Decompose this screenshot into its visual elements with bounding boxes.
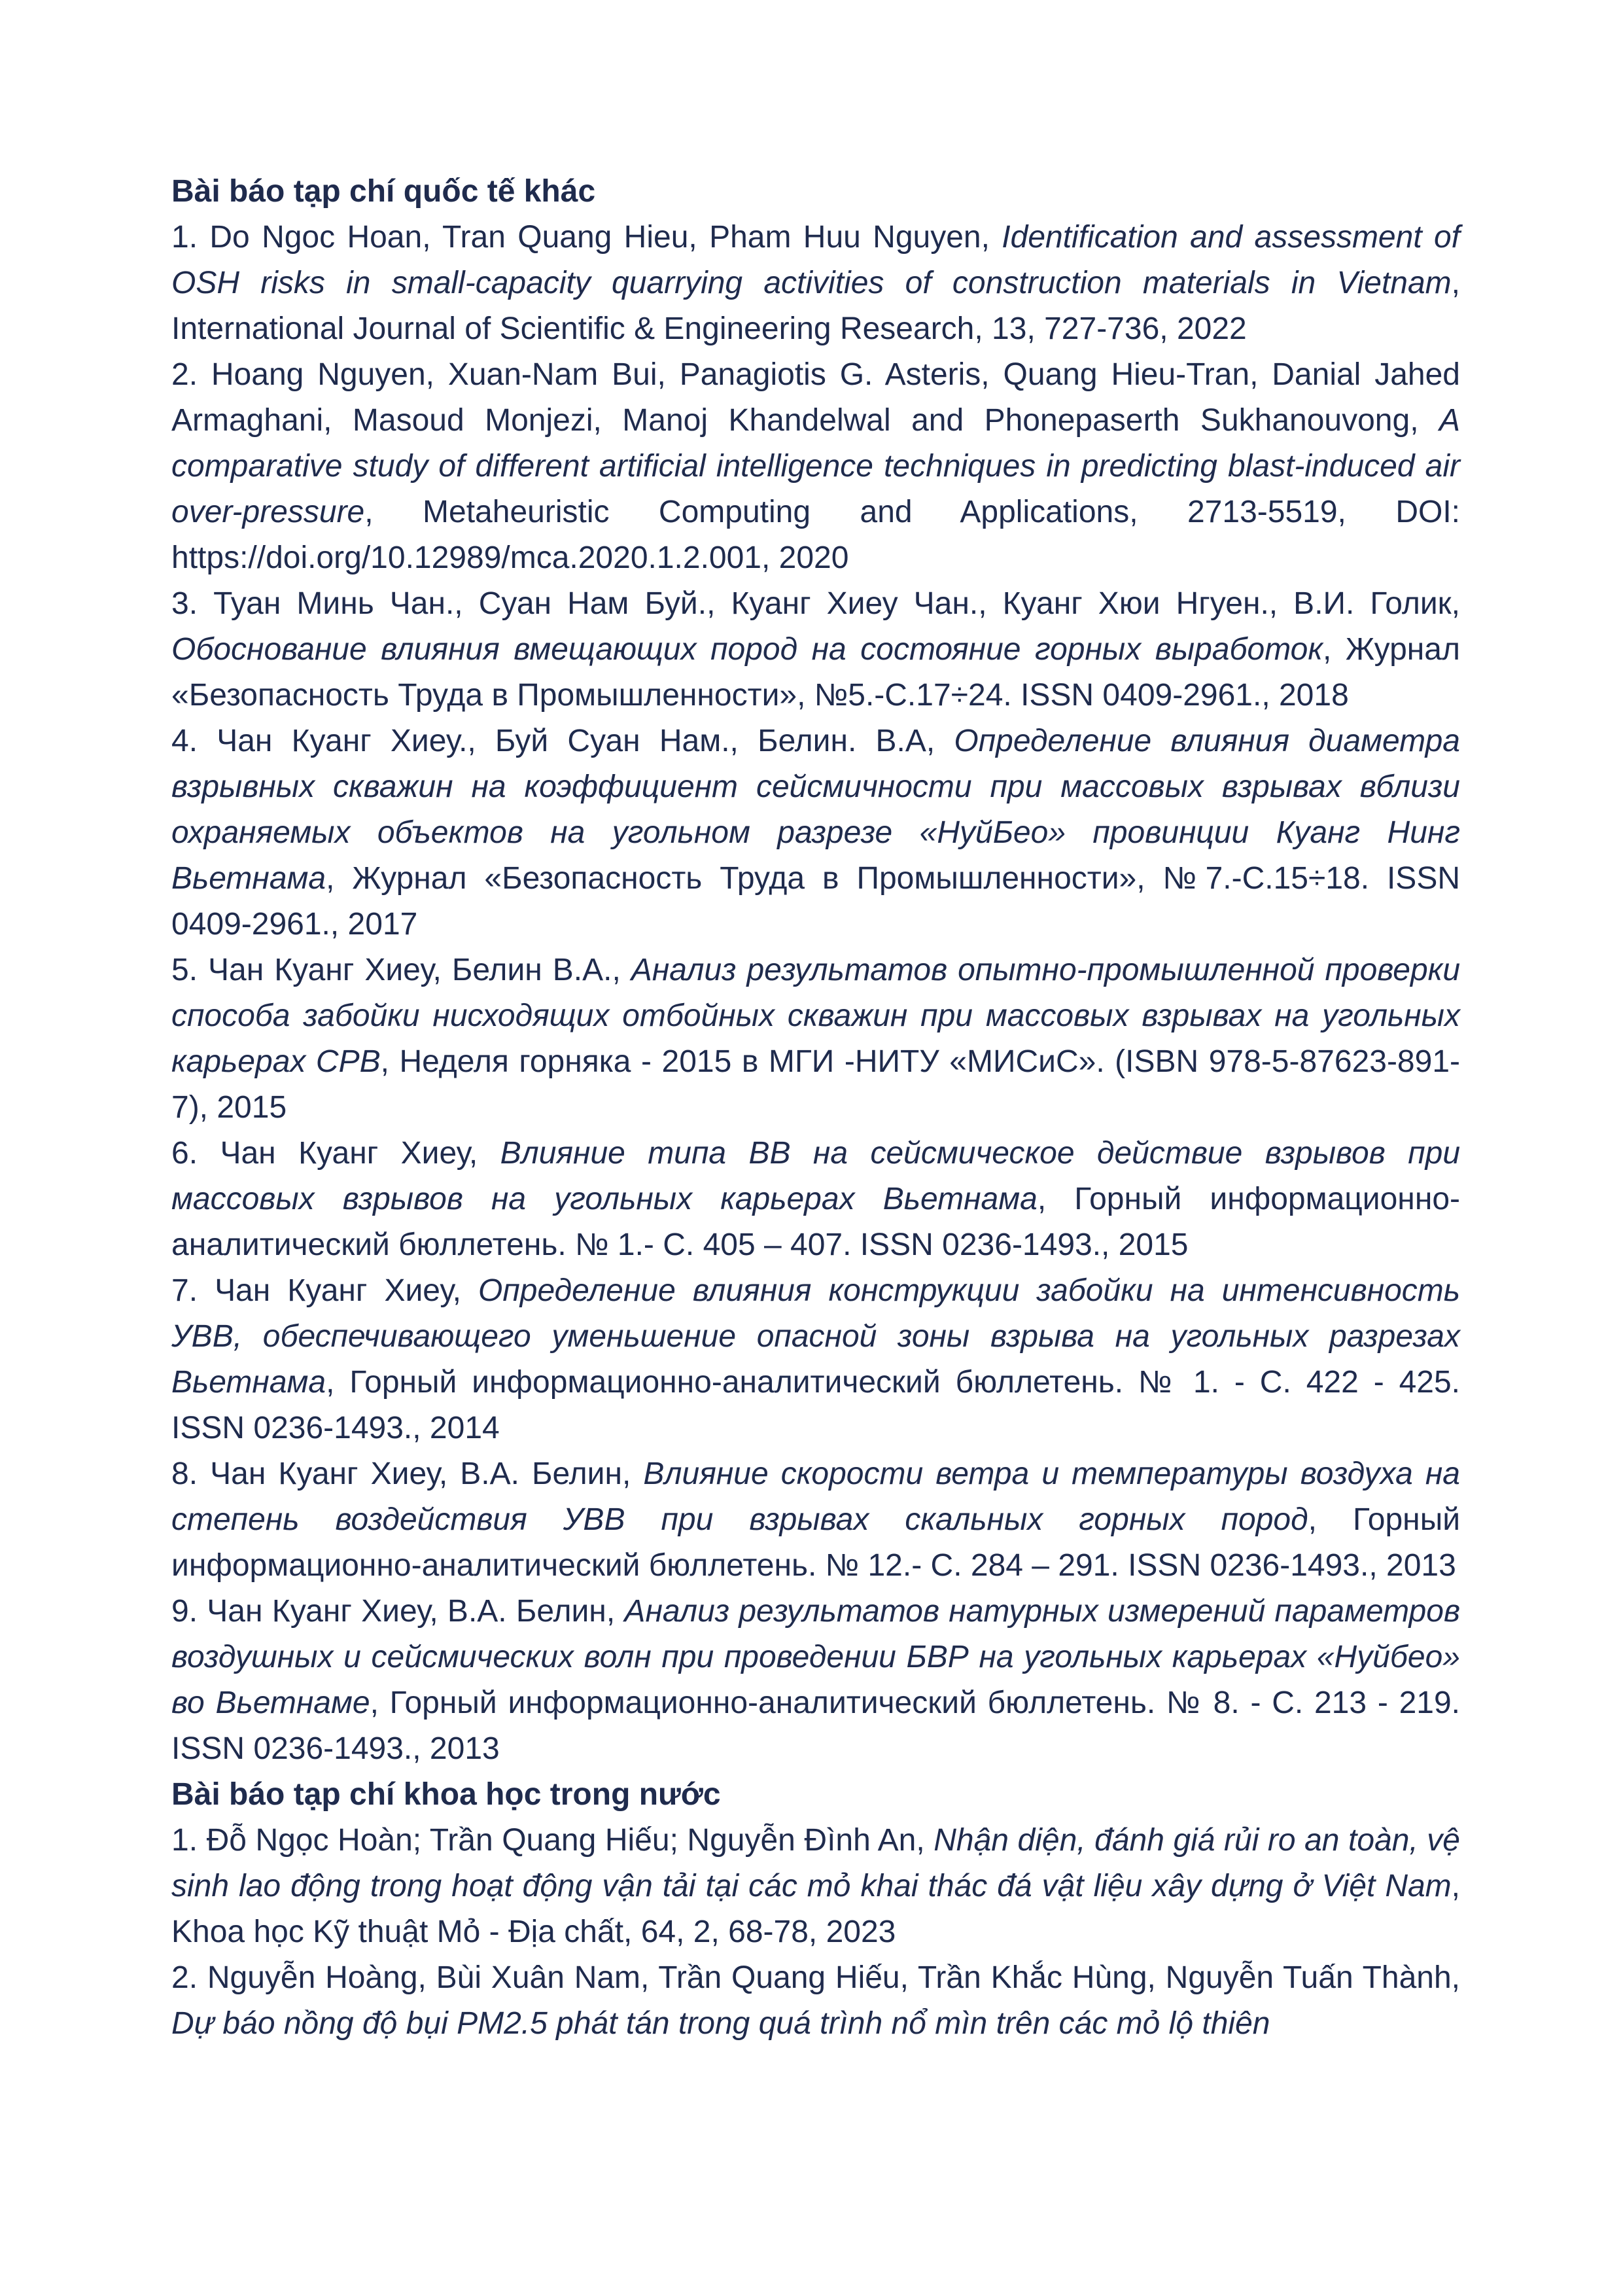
- reference-item: [171, 1955, 1460, 2047]
- reference-authors: Чан Куанг Хиеу., Буй Суан Нам., Белин. В.А,: [217, 724, 935, 758]
- reference-authors: Чан Куанг Хиеу, Белин В.А.,: [208, 953, 621, 987]
- reference-authors: Чан Куанг Хиеу,: [215, 1273, 461, 1308]
- reference-source: , Журнал «Безопасность Труда в Промышленности», №7.-С.15÷18. ISSN 0409-2961., 2017: [171, 861, 1460, 942]
- reference-source: , Неделя горняка - 2015 в МГИ -НИТУ «МИСиС». (ISBN 978-5-87623-891-7), 2015: [171, 1044, 1460, 1125]
- reference-item: [171, 1131, 1460, 1268]
- reference-authors: Чан Куанг Хиеу, В.А. Белин,: [207, 1594, 616, 1629]
- reference-authors: Чан Куанг Хиеу,: [220, 1136, 478, 1171]
- reference-number: 7.: [171, 1273, 198, 1308]
- document-page: [171, 169, 1460, 2047]
- reference-number: 9.: [171, 1594, 198, 1629]
- reference-title: Identification and assessment of OSH risks in small-capacity quarrying activities of construction materials in Vietnam: [171, 220, 1461, 300]
- reference-title: Влияние типа ВВ на сейсмическое действие взрывов при массовых взрывов на угольных карьерах Вьетнама: [171, 1136, 1461, 1216]
- reference-authors: Đỗ Ngọc Hoàn; Trần Quang Hiếu; Nguyễn Đình An,: [206, 1823, 925, 1858]
- reference-item: [171, 215, 1460, 352]
- reference-title: Влияние скорости ветра и температуры воздуха на степень воздействия УВВ при взрывах скальных горных пород: [171, 1457, 1460, 1537]
- reference-number: 1.: [171, 220, 198, 255]
- reference-title: Анализ результатов натурных измерений параметров воздушных и сейсмических волн при проведении БВР на угольных карьерах «Нуйбео» во Вьетнаме: [171, 1594, 1460, 1720]
- reference-source: , Горный информационно-аналитический бюллетень. № 1.- С. 405 – 407. ISSN 0236-1493., 2015: [171, 1182, 1461, 1262]
- reference-title: Nhận diện, đánh giá rủi ro an toàn, vệ sinh lao động trong hoạt động vận tải tại các mỏ khai thác đá vật liệu xây dựng ở Việt Nam: [171, 1823, 1460, 1903]
- reference-number: 5.: [171, 953, 198, 987]
- reference-item: [171, 352, 1460, 581]
- reference-number: 2.: [171, 1960, 198, 1995]
- section-heading: Bài báo tạp chí quốc tế khác: [171, 174, 596, 209]
- reference-number: 6.: [171, 1136, 198, 1171]
- reference-title: Анализ результатов опытно-промышленной проверки способа забойки нисходящих отбойных скважин при массовых взрывах на угольных карьерах СРВ: [171, 953, 1461, 1079]
- reference-number: 8.: [171, 1457, 198, 1491]
- reference-source: , Горный информационно-аналитический бюллетень. № 8. - С. 213 - 219. ISSN 0236-1493., 2013: [171, 1686, 1461, 1766]
- reference-title: Dự báo nồng độ bụi PM2.5 phát tán trong quá trình nổ mìn trên các mỏ lộ thiên: [171, 2006, 1270, 2041]
- reference-title: Обоснование влияния вмещающих пород на состояние горных выработок: [171, 632, 1323, 667]
- reference-item: [171, 581, 1460, 718]
- section-heading: Bài báo tạp chí khoa học trong nước: [171, 1777, 721, 1812]
- reference-item: [171, 718, 1460, 947]
- section-international-journals: [171, 169, 1460, 1772]
- reference-number: 1.: [171, 1823, 198, 1858]
- reference-source: , Khoa học Kỹ thuật Mỏ - Địa chất, 64, 2, 68-78, 2023: [171, 1869, 1460, 1949]
- reference-source: , Горный информационно-аналитический бюллетень. № 12.- С. 284 – 291. ISSN 0236-1493., 2013: [171, 1502, 1461, 1583]
- reference-source: , International Journal of Scientific & Engineering Research, 13, 727-736, 2022: [171, 266, 1460, 346]
- reference-authors: Hoang Nguyen, Xuan-Nam Bui, Panagiotis G. Asteris, Quang Hieu-Tran, Danial Jahed Armaghani, Masoud Monjezi, Manoj Khandelwal and Phonepaserth Sukhanouvong,: [171, 357, 1460, 438]
- reference-number: 4.: [171, 724, 198, 758]
- reference-number: 3.: [171, 586, 198, 621]
- reference-authors: Чан Куанг Хиеу, В.А. Белин,: [210, 1457, 631, 1491]
- reference-number: 2.: [171, 357, 198, 392]
- reference-authors: Туан Минь Чан., Суан Нам Буй., Куанг Хиеу Чан., Куанг Хюи Нгуен., В.И. Голик,: [213, 586, 1460, 621]
- reference-title: Определение влияния диаметра взрывных скважин на коэффициент сейсмичности при массовых взрывах вблизи охраняемых объектов на угольном разрезе «НуйБео» провинции Куанг Нинг Вьетнама: [171, 724, 1460, 896]
- reference-item: [171, 1589, 1460, 1772]
- reference-authors: Nguyễn Hoàng, Bùi Xuân Nam, Trần Quang Hiếu, Trần Khắc Hùng, Nguyễn Tuấn Thành,: [207, 1960, 1460, 1995]
- reference-source: , Metaheuristic Computing and Applications, 2713-5519, DOI: https://doi.org/10.12989/mca.2020.1.2.001, 2020: [171, 495, 1460, 575]
- reference-item: [171, 947, 1460, 1131]
- reference-item: [171, 1451, 1460, 1589]
- reference-item: [171, 1818, 1460, 1955]
- reference-title: A comparative study of different artificial intelligence techniques in predicting blast-induced air over-pressure: [171, 403, 1460, 529]
- reference-item: [171, 1268, 1460, 1451]
- reference-source: , Горный информационно-аналитический бюллетень. № 1. - С. 422 - 425. ISSN 0236-1493., 2014: [171, 1365, 1460, 1445]
- section-domestic-journals: [171, 1772, 1460, 2047]
- reference-authors: Do Ngoc Hoan, Tran Quang Hieu, Pham Huu Nguyen,: [209, 220, 990, 255]
- reference-title: Определение влияния конструкции забойки на интенсивность УВВ, обеспечивающего уменьшение опасной зоны взрыва на угольных разрезах Вьетнама: [171, 1273, 1460, 1400]
- reference-source: , Журнал «Безопасность Труда в Промышленности», №5.-С.17÷24. ISSN 0409-2961., 2018: [171, 632, 1461, 713]
